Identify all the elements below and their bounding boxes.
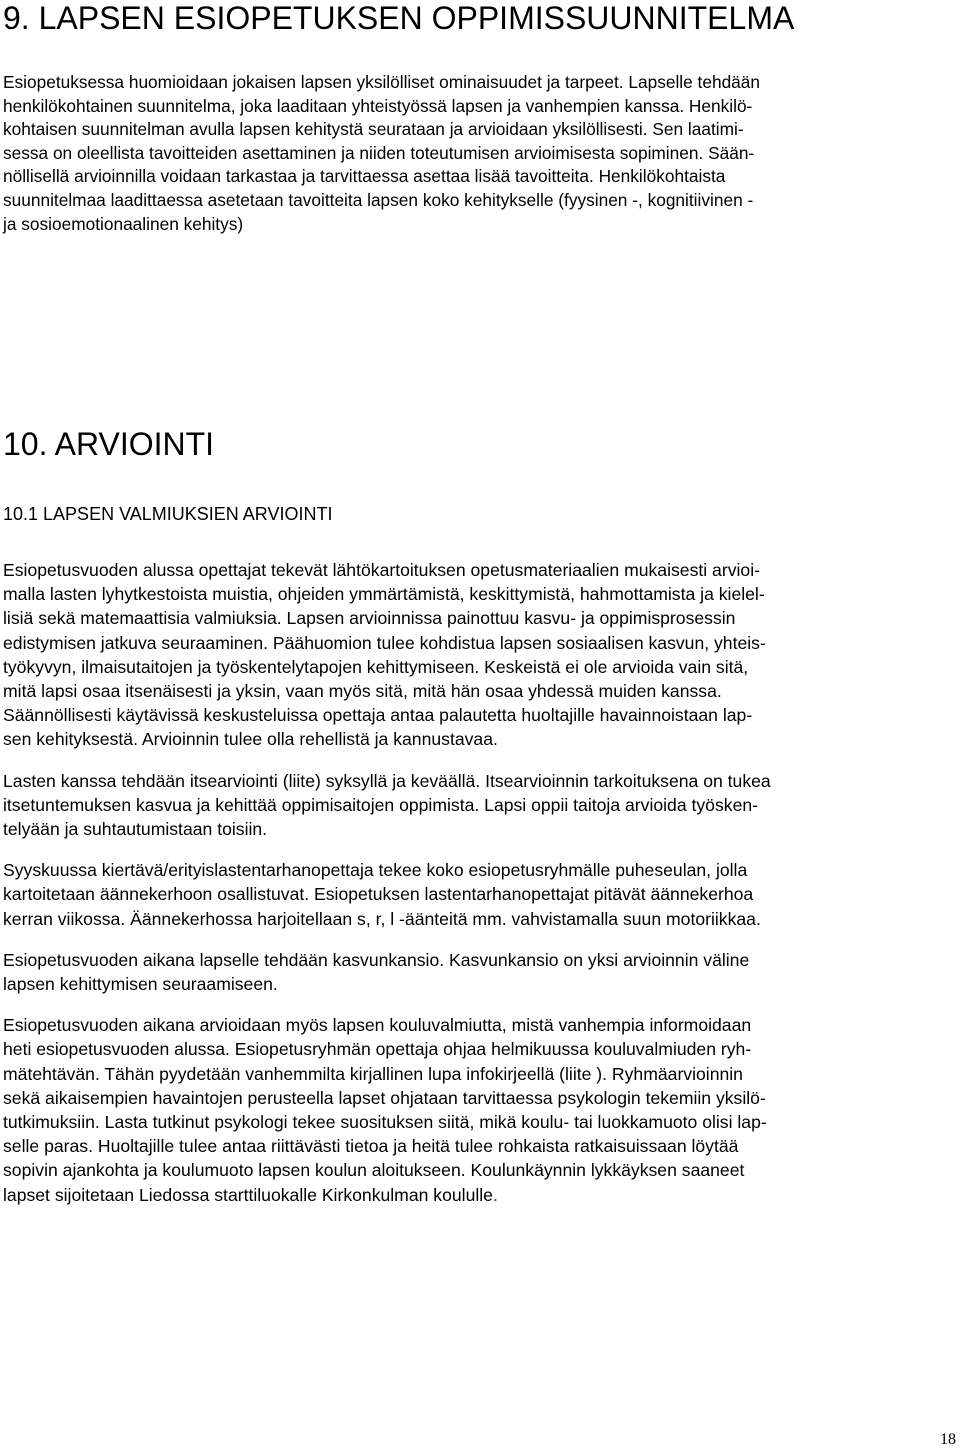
- body-line: kerran viikossa. Äännekerhossa harjoitellaan s, r, l -äänteitä mm. vahvistamalla suun motoriikkaa.: [3, 908, 761, 929]
- body-line: Esiopetuksessa huomioidaan jokaisen lapsen yksilölliset ominaisuudet ja tarpeet. Lapselle tehdään: [3, 72, 761, 92]
- section-9-heading: 9. LAPSEN ESIOPETUKSEN OPPIMISSUUNNITELMA: [3, 0, 795, 36]
- section-10-1-subheading: 10.1 LAPSEN VALMIUKSIEN ARVIOINTI: [3, 504, 333, 524]
- body-line: kohtaisen suunnitelman avulla lapsen kehitystä seurataan ja arvioidaan yksilöllisesti. Sen laatimi-: [3, 119, 744, 140]
- body-line: heti esiopetusvuoden alussa. Esiopetusryhmän opettaja ohjaa helmikuussa kouluvalmiuden ryh-: [3, 1039, 752, 1060]
- body-line: lapsen kehittymisen seuraamiseen.: [3, 974, 278, 995]
- body-line: Säännöllisesti käytävissä keskusteluissa opettaja antaa palautetta huoltajille havainnoistaan lap-: [3, 705, 753, 726]
- body-line: lisiä sekä matemaattisia valmiuksia. Lapsen arvioinnissa painottuu kasvu- ja oppimisprosessin: [3, 608, 736, 629]
- body-line: sekä aikaisempien havaintojen perusteella lapset ohjataan tarvittaessa psykologin tekemiin yksilö-: [3, 1087, 766, 1108]
- body-line: Esiopetusvuoden alussa opettajat tekevät lähtökartoituksen opetusmateriaalien mukaisesti arvioi-: [3, 560, 760, 580]
- section-9-body: [3, 71, 957, 236]
- body-line-last: [3, 1183, 957, 1207]
- body-line: mätehtävän. Tähän pyydetään vanhemmilta kirjallinen lupa infokirjeellä (liite ). Ryhmäarvioinnin: [3, 1063, 743, 1084]
- body-line: Esiopetusvuoden aikana arvioidaan myös lapsen kouluvalmiutta, mistä vanhempia informoidaan: [3, 1015, 752, 1036]
- body-line: ja sosioemotionaalinen kehitys): [3, 213, 244, 234]
- section-10-1-body: [3, 558, 957, 1224]
- body-line: suunnitelmaa laadittaessa asetetaan tavoitteita lapsen koko kehitykselle (fyysinen -, kognitiivinen -: [3, 189, 754, 210]
- page-number: 18: [940, 1431, 956, 1448]
- body-line: Lasten kanssa tehdään itsearviointi (liite) syksyllä ja keväällä. Itsearvioinnin tarkoituksena on tukea: [3, 770, 771, 791]
- body-line: selle paras. Huoltajille tulee antaa riittävästi tietoa ja heitä tulee rohkaista ratkaisuissaan löytää: [3, 1136, 739, 1157]
- paragraph: [3, 558, 957, 752]
- body-line: sen kehityksestä. Arvioinnin tulee olla rehellistä ja kannustavaa.: [3, 729, 498, 750]
- body-line: kartoitetaan äännekerhoon osallistuvat. Esiopetuksen lastentarhanopettajat pitävät äännekerhoa: [3, 884, 754, 905]
- body-line: Esiopetusvuoden aikana lapselle tehdään kasvunkansio. Kasvunkansio on yksi arvioinnin väline: [3, 949, 750, 970]
- body-line: työkyvyn, ilmaisutaitojen ja työskentelytapojen kehittymiseen. Keskeistä ei ole arvioida vain sitä,: [3, 656, 749, 677]
- body-line: tutkimuksiin. Lasta tutkinut psykologi tekee suosituksen siitä, mikä koulu- tai luokkamuoto olisi lap-: [3, 1112, 767, 1133]
- body-line: nöllisellä arvioinnilla voidaan tarkastaa ja tarvittaessa asettaa lisää tavoitteita. Henkilökohtaista: [3, 166, 726, 187]
- final-period: .: [492, 1184, 498, 1205]
- last-line-text: lapset sijoitetaan Liedossa starttiluokalle Kirkonkulman koululle: [3, 1184, 493, 1205]
- body-line: malla lasten lyhytkestoista muistia, ohjeiden ymmärtämistä, keskittymistä, hahmottamista ja kielel-: [3, 584, 765, 605]
- section-10-heading: 10. ARVIOINTI: [3, 426, 215, 462]
- paragraph: [3, 858, 957, 931]
- body-line: sessa on oleellista tavoitteiden asettaminen ja niiden toteutumisen arvioimisesta sopiminen. Sään-: [3, 142, 755, 163]
- body-line: itsetuntemuksen kasvua ja kehittää oppimisaitojen oppimista. Lapsi oppii taitoja arvioida työsken-: [3, 794, 758, 815]
- body-line: sopivin ajankohta ja koulumuoto lapsen koulun aloitukseen. Koulunkäynnin lykkäyksen saaneet: [3, 1160, 745, 1181]
- paragraph: [3, 948, 957, 996]
- body-line: telyään ja suhtautumistaan toisiin.: [3, 819, 268, 840]
- body-line: mitä lapsi osaa itsenäisesti ja yksin, vaan myös sitä, mitä hän osaa yhdessä muiden kanssa.: [3, 681, 722, 702]
- body-line: Syyskuussa kiertävä/erityislastentarhanopettaja tekee koko esiopetusryhmälle puheseulan, jolla: [3, 860, 748, 881]
- body-line: henkilökohtainen suunnitelma, joka laaditaan yhteistyössä lapsen ja vanhempien kanssa. Henkilö-: [3, 95, 753, 116]
- paragraph: [3, 769, 957, 842]
- paragraph: [3, 1013, 957, 1207]
- body-line: edistymisen jatkuva seuraaminen. Päähuomion tulee kohdistua lapsen sosiaalisen kasvun, yhteis-: [3, 632, 766, 653]
